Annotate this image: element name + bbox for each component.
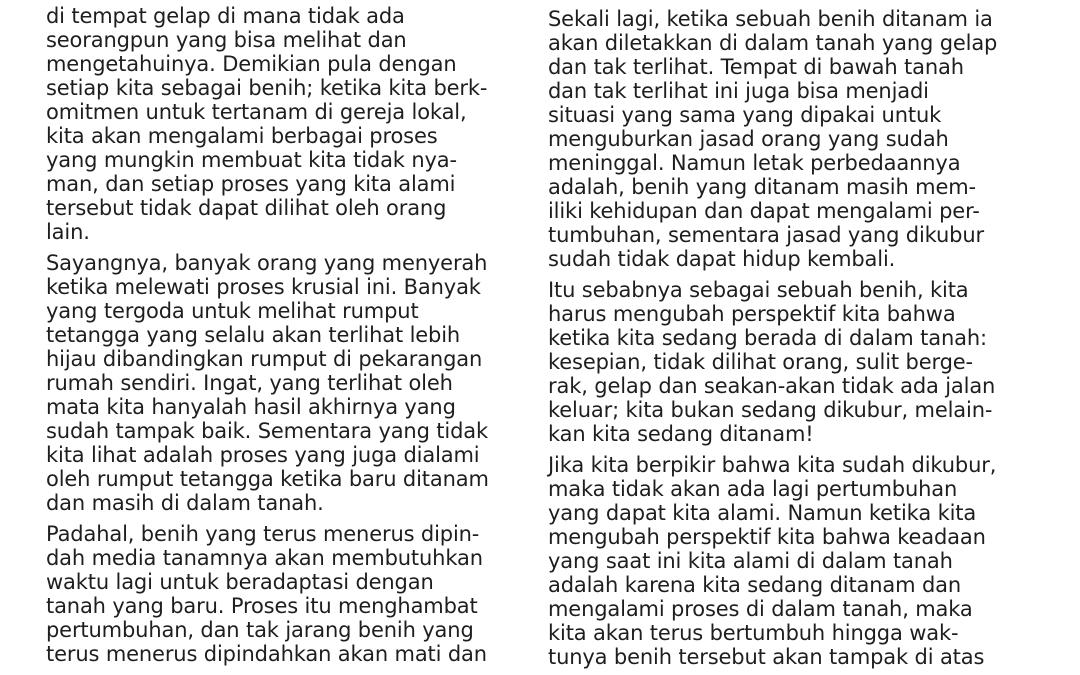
text-line: situasi yang sama yang dipakai untuk [548, 103, 942, 127]
text-line: mata kita hanyalah hasil akhirnya yang [46, 395, 456, 419]
text-line: seorangpun yang bisa melihat dan [46, 28, 407, 52]
text-line: mengetahuinya. Demikian pula dengan [46, 52, 457, 76]
text-line: kita akan mengalami berbagai proses [46, 124, 438, 148]
text-line: terus menerus dipindahkan akan mati dan [46, 642, 487, 666]
text-line: adalah karena kita sedang ditanam dan [548, 573, 962, 597]
text-line: setiap kita sebagai benih; ketika kita berk- [46, 76, 488, 100]
text-line: meninggal. Namun letak perbedaannya [548, 151, 961, 175]
text-line: harus mengubah perspektif kita bahwa [548, 302, 956, 326]
text-line: dan tak terlihat ini juga bisa menjadi [548, 79, 929, 103]
text-line: mengalami proses di dalam tanah, maka [548, 597, 973, 621]
text-line: kita lihat adalah proses yang juga dialami [46, 443, 480, 467]
text-line: waktu lagi untuk beradaptasi dengan [46, 570, 434, 594]
text-line: dan masih di dalam tanah. [46, 491, 324, 515]
text-line: rak, gelap dan seakan-akan tidak ada jalan [548, 374, 996, 398]
text-line: pertumbuhan, dan tak jarang benih yang [46, 618, 474, 642]
text-line: Itu sebabnya sebagai sebuah benih, kita [548, 278, 969, 302]
text-line: adalah, benih yang ditanam masih mem- [548, 175, 976, 199]
text-line: iliki kehidupan dan dapat mengalami per- [548, 199, 980, 223]
text-line: yang mungkin membuat kita tidak nya- [46, 148, 457, 172]
text-line: ketika melewati proses krusial ini. Banyak [46, 275, 481, 299]
text-line: rumah sendiri. Ingat, yang terlihat oleh [46, 371, 453, 395]
text-line: man, dan setiap proses yang kita alami [46, 172, 456, 196]
text-line: kan kita sedang ditanam! [548, 422, 814, 446]
text-line: sudah tidak dapat hidup kembali. [548, 247, 896, 271]
text-line: keluar; kita bukan sedang dikubur, melain- [548, 398, 993, 422]
text-line: Padahal, benih yang terus menerus dipin- [46, 522, 480, 546]
text-line: ketika kita sedang berada di dalam tanah: [548, 326, 987, 350]
text-line: hijau dibandingkan rumput di pekarangan [46, 347, 483, 371]
text-line: sudah tampak baik. Sementara yang tidak [46, 419, 488, 443]
text-line: dah media tanamnya akan membutuhkan [46, 546, 483, 570]
text-line: Sekali lagi, ketika sebuah benih ditanam ia [548, 7, 993, 31]
text-line: oleh rumput tetangga ketika baru ditanam [46, 467, 489, 491]
text-line: menguburkan jasad orang yang sudah [548, 127, 949, 151]
text-line: mengubah perspektif kita bahwa keadaan [548, 525, 986, 549]
text-line: tanah yang baru. Proses itu menghambat [46, 594, 478, 618]
text-line: Jika kita berpikir bahwa kita sudah dikubur, [548, 453, 997, 477]
text-line: tunya benih tersebut akan tampak di atas [548, 645, 985, 669]
text-line: omitmen untuk tertanam di gereja lokal, [46, 100, 467, 124]
text-line: yang tergoda untuk melihat rumput [46, 299, 419, 323]
text-line: dan tak terlihat. Tempat di bawah tanah [548, 55, 964, 79]
text-line: Sayangnya, banyak orang yang menyerah [46, 251, 488, 275]
text-line: tumbuhan, sementara jasad yang dikubur [548, 223, 984, 247]
text-line: yang dapat kita alami. Namun ketika kita [548, 501, 977, 525]
text-line: yang saat ini kita alami di dalam tanah [548, 549, 953, 573]
text-line: kita akan terus bertumbuh hingga wak- [548, 621, 959, 645]
text-line: di tempat gelap di mana tidak ada [46, 4, 405, 28]
text-line: tetangga yang selalu akan terlihat lebih [46, 323, 461, 347]
text-line: maka tidak akan ada lagi pertumbuhan [548, 477, 958, 501]
text-line: tersebut tidak dapat dilihat oleh orang [46, 196, 447, 220]
text-line: kesepian, tidak dilihat orang, sulit berge- [548, 350, 973, 374]
text-line: akan diletakkan di dalam tanah yang gelap [548, 31, 998, 55]
text-line: lain. [46, 220, 90, 244]
